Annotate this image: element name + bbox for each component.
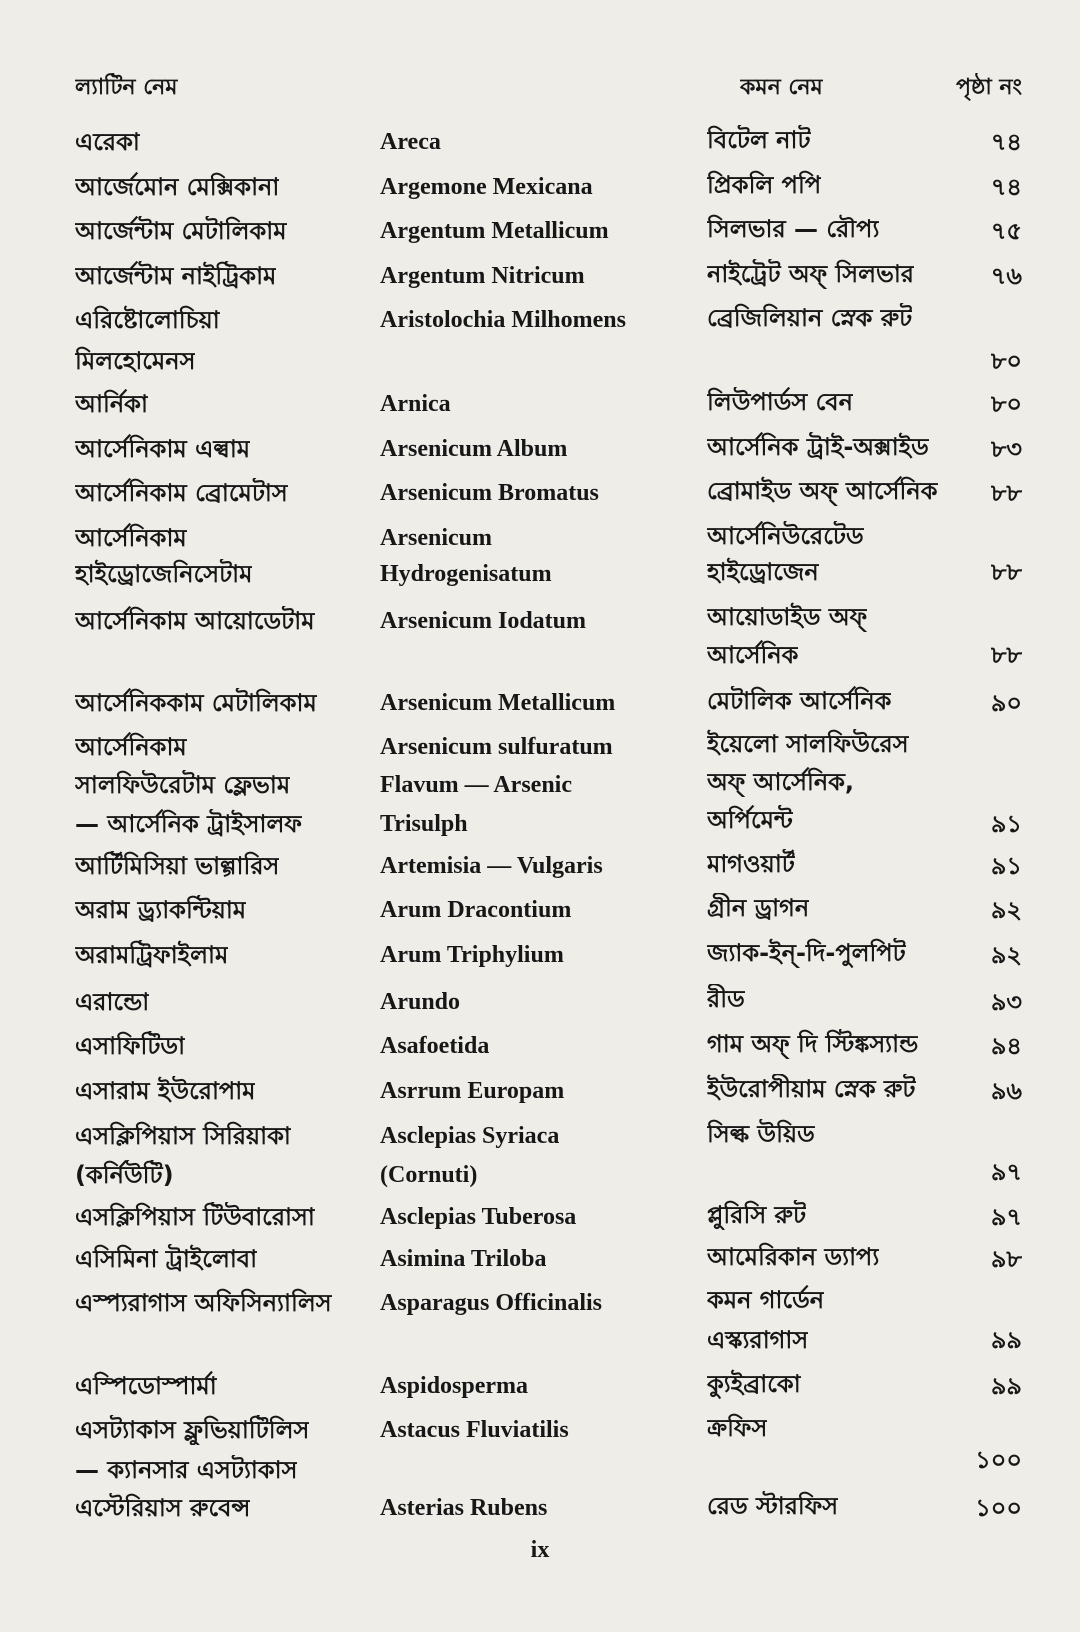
latin-name: Argentum Nitricum — [380, 263, 585, 289]
common-name: লিউপার্ডস বেন — [707, 388, 853, 416]
latin-name-bengali: (কর্নিউটি) — [75, 1161, 174, 1189]
latin-name: Argentum Metallicum — [380, 218, 609, 244]
latin-name-bengali: আর্সেনিকাম — [75, 733, 187, 761]
page-number: ৯২ — [990, 896, 1022, 924]
page-number: ৭৪ — [990, 128, 1022, 156]
page-number: ৮৮ — [990, 558, 1022, 586]
latin-name: Arsenicum sulfuratum — [380, 734, 613, 760]
latin-name: Asclepias Tuberosa — [380, 1204, 577, 1230]
latin-name-bengali: সালফিউরেটাম ফ্লেভাম — [75, 771, 291, 799]
header-common-name: কমন নেম — [740, 75, 823, 100]
common-name: ইউরোপীয়াম স্নেক রুট — [707, 1075, 916, 1103]
common-name: মেটালিক আর্সেনিক — [707, 687, 892, 715]
latin-name: Areca — [380, 129, 441, 155]
latin-name-bengali: আর্টিমিসিয়া ভাল্গারিস — [75, 852, 280, 880]
common-name: আমেরিকান ড্যাপ্য — [707, 1243, 880, 1271]
common-name: সিলভার — রৌপ্য — [707, 215, 880, 243]
latin-name-bengali: আর্সেনিকাম আয়োডেটাম — [75, 607, 315, 635]
common-name: অর্পিমেন্ট — [707, 806, 793, 834]
page-number: ১০০ — [975, 1446, 1022, 1474]
latin-name: Arundo — [380, 989, 461, 1015]
latin-name-bengali: অরাম ড্র্যাকন্টিয়াম — [75, 896, 247, 924]
page-number: ৯৯ — [990, 1326, 1022, 1354]
page-number: ১০০ — [975, 1494, 1022, 1522]
common-name: ক্রফিস — [707, 1414, 768, 1442]
latin-name: Asclepias Syriaca — [380, 1123, 560, 1149]
page-number: ৯২ — [990, 941, 1022, 969]
latin-name: Astacus Fluviatilis — [380, 1417, 569, 1443]
latin-name: Asparagus Officinalis — [380, 1290, 603, 1316]
latin-name: Arsenicum Album — [380, 436, 568, 462]
page-number: ৮৮ — [990, 641, 1022, 669]
latin-name-bengali: এস্প্যরাগাস অফিসিন্যালিস — [75, 1289, 332, 1317]
page-number: ৯৮ — [990, 1245, 1022, 1273]
page-number: ৯১ — [990, 852, 1022, 880]
latin-name-bengali: আর্জেন্টাম নাইট্রিকাম — [75, 262, 277, 290]
latin-name: Aspidosperma — [380, 1373, 529, 1399]
common-name: আয়োডাইড অফ্ — [707, 603, 867, 631]
latin-name: Argemone Mexicana — [380, 174, 593, 200]
common-name: গ্রীন ড্রাগন — [707, 894, 810, 922]
page-number: ৮৩ — [990, 435, 1022, 463]
latin-name-bengali: আর্সেনিকাম — [75, 524, 187, 552]
common-name: নাইট্রেট অফ্ সিলভার — [707, 260, 914, 288]
common-name: অফ্ আর্সেনিক, — [707, 768, 855, 796]
common-name: প্রিকলি পপি — [707, 171, 822, 199]
latin-name: Flavum — Arsenic — [380, 772, 572, 798]
page-number: ৯১ — [990, 810, 1022, 838]
latin-name: Asafoetida — [380, 1033, 490, 1059]
common-name: সিল্ক উয়িড — [707, 1120, 815, 1148]
latin-name-bengali: এসারাম ইউরোপাম — [75, 1077, 256, 1105]
latin-name-bengali: — আর্সেনিক ট্রাইসালফ — [75, 810, 302, 838]
common-name: ব্রোমাইড অফ্ আর্সেনিক — [707, 477, 938, 505]
latin-name-bengali: আর্নিকা — [75, 390, 148, 418]
latin-name: Arum Triphylium — [380, 942, 564, 968]
latin-name-bengali: এসক্লিপিয়াস সিরিয়াকা — [75, 1122, 291, 1150]
page-number: ৮০ — [990, 347, 1022, 375]
latin-name: Trisulph — [380, 811, 468, 837]
page-number: ৯৯ — [990, 1372, 1022, 1400]
latin-name: Arnica — [380, 391, 451, 417]
latin-name-bengali: এস্টেরিয়াস রুবেন্স — [75, 1494, 251, 1522]
common-name: ব্রেজিলিয়ান স্নেক রুট — [707, 304, 913, 332]
latin-name-bengali: এরিষ্টোলোচিয়া — [75, 306, 220, 334]
latin-name-bengali: এসাফিটিডা — [75, 1032, 186, 1060]
latin-name: Hydrogenisatum — [380, 561, 552, 587]
page-number: ৯৬ — [990, 1077, 1022, 1105]
common-name: রেড স্টারফিস — [707, 1492, 839, 1520]
common-name: ইয়েলো সালফিউরেস — [707, 730, 909, 758]
latin-name-bengali: এসক্লিপিয়াস টিউবারোসা — [75, 1203, 315, 1231]
latin-name-bengali: আর্সেনিকাম ব্রোমেটাস — [75, 479, 288, 507]
latin-name: Arsenicum — [380, 525, 492, 551]
latin-name-bengali: এস্পিডোস্পার্মা — [75, 1372, 217, 1400]
page-number: ৮৮ — [990, 479, 1022, 507]
latin-name-bengali: মিলহোমেনস — [75, 347, 196, 375]
latin-name: Asrrum Europam — [380, 1078, 565, 1104]
latin-name-bengali: — ক্যানসার এসট্যাকাস — [75, 1456, 298, 1484]
page-number: ৯৭ — [990, 1158, 1022, 1186]
latin-name-bengali: এসিমিনা ট্রাইলোবা — [75, 1245, 258, 1273]
latin-name-bengali: অরামট্রিফাইলাম — [75, 941, 229, 969]
page-number: ৮০ — [990, 390, 1022, 418]
latin-name: Arum Dracontium — [380, 897, 572, 923]
common-name: আর্সেনিউরেটেড — [707, 522, 864, 550]
common-name: গাম অফ্ দি স্টিঙ্কস্যান্ড — [707, 1030, 919, 1058]
page-number: ৯০ — [990, 689, 1022, 717]
latin-name-bengali: হাইড্রোজেনিসেটাম — [75, 560, 253, 588]
header-page-number: পৃষ্ঠা নং — [956, 75, 1022, 100]
page-number: ৯৪ — [990, 1032, 1022, 1060]
common-name: আর্সেনিক ট্রাই-অক্সাইড — [707, 433, 929, 461]
common-name: প্লুরিসি রুট — [707, 1201, 807, 1229]
common-name: বিটেল নাট — [707, 126, 811, 154]
latin-name: Arsenicum Bromatus — [380, 480, 599, 506]
latin-name: Arsenicum Metallicum — [380, 690, 616, 716]
page-number: ৭৬ — [990, 262, 1022, 290]
common-name: রীড — [707, 985, 745, 1013]
latin-name: Asterias Rubens — [380, 1495, 548, 1521]
common-name: হাইড্রোজেন — [707, 558, 819, 586]
page-number: ৯৩ — [990, 988, 1022, 1016]
latin-name-bengali: আর্সেনিককাম মেটালিকাম — [75, 689, 317, 717]
common-name: মাগওয়ার্ট — [707, 850, 795, 878]
latin-name-bengali: আর্জেমোন মেক্সিকানা — [75, 173, 280, 201]
latin-name-bengali: এরান্ডো — [75, 988, 150, 1016]
common-name: এস্ক্যরাগাস — [707, 1326, 809, 1354]
page-number: ৯৭ — [990, 1203, 1022, 1231]
latin-name: Arsenicum Iodatum — [380, 608, 587, 634]
page-number: ৭৪ — [990, 173, 1022, 201]
latin-name-bengali: আর্সেনিকাম এল্বাম — [75, 435, 251, 463]
latin-name-bengali: আর্জেন্টাম মেটালিকাম — [75, 217, 287, 245]
common-name: কমন গার্ডেন — [707, 1286, 825, 1314]
latin-name-bengali: এসট্যাকাস ফ্লুভিয়াটিলিস — [75, 1416, 310, 1444]
latin-name: Artemisia — Vulgaris — [380, 853, 603, 879]
latin-name: Asimina Triloba — [380, 1246, 547, 1272]
common-name: জ্যাক-ইন্-দি-পুলপিট — [707, 939, 906, 967]
page-number: ৭৫ — [990, 217, 1022, 245]
header-latin-name: ল্যাটিন নেম — [75, 75, 178, 100]
latin-name: (Cornuti) — [380, 1162, 478, 1188]
common-name: আর্সেনিক — [707, 641, 799, 669]
latin-name-bengali: এরেকা — [75, 128, 140, 156]
latin-name: Aristolochia Milhomens — [380, 307, 626, 333]
page-folio: ix — [530, 1537, 550, 1563]
common-name: ক্যুইব্রাকো — [707, 1370, 801, 1398]
